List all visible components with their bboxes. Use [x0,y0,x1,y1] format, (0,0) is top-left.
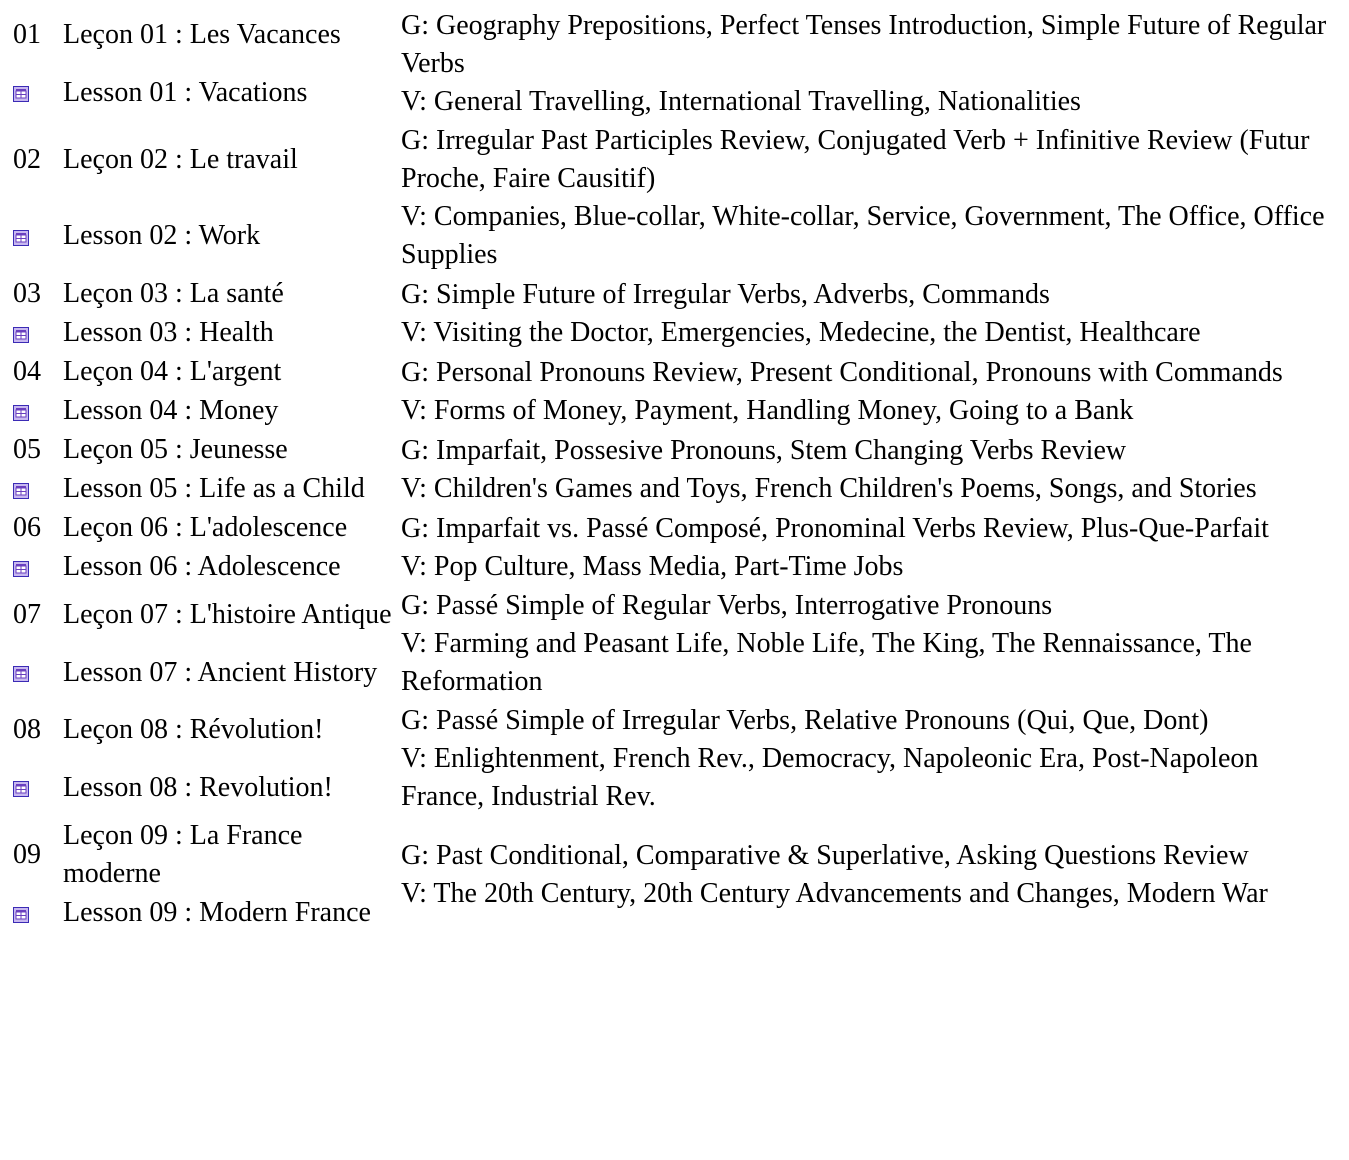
lesson-title-fr: Leçon 01 : Les Vacances [63,19,341,51]
grammar-topics: G: Passé Simple of Irregular Verbs, Relative Pronouns (Qui, Que, Dont) [401,705,1209,736]
lesson-description [401,587,1343,701]
expand-cell [13,548,61,586]
lesson-number: 09 [13,839,41,870]
lesson-number: 03 [13,278,41,309]
expand-cell [13,894,61,932]
lesson-title-fr: Leçon 04 : L'argent [63,356,282,387]
lesson-description [401,817,1343,932]
vocabulary-topics: V: Forms of Money, Payment, Handling Money, Going to a Bank [401,394,1134,426]
expand-table-icon[interactable] [13,483,29,499]
expand-cell [13,645,61,702]
vocabulary-topics: V: Pop Culture, Mass Media, Part-Time Jobs [401,550,904,582]
expand-cell [13,470,61,508]
grammar-topics: G: Imparfait vs. Passé Composé, Pronominal Verbs Review, Plus-Que-Parfait [401,512,1269,544]
vocabulary-topics: V: The 20th Century, 20th Century Advancements and Changes, Modern War [401,877,1268,909]
lesson-title-en: Lesson 07 : Ancient History [63,656,378,688]
lesson-title-en: Lesson 08 : Revolution! [63,771,333,803]
lesson-title-en: Lesson 03 : Health [63,317,274,348]
lesson-title-en: Lesson 05 : Life as a Child [63,473,365,504]
expand-cell [13,314,61,352]
expand-table-icon[interactable] [13,666,29,682]
lesson-title-en: Lesson 01 : Vacations [63,76,308,108]
grammar-topics: G: Imparfait, Possesive Pronouns, Stem Changing Verbs Review [401,434,1127,466]
vocabulary-topics: V: Enlightenment, French Rev., Democracy, Napoleonic Era, Post-Napoleon France, Industrial Rev. [401,743,1259,812]
vocabulary-topics: V: General Travelling, International Travelling, Nationalities [401,86,1081,117]
grammar-topics: G: Geography Prepositions, Perfect Tenses Introduction, Simple Future of Regular Verbs [401,10,1327,79]
expand-cell [13,392,61,430]
lesson-row-fr [13,7,1343,64]
lesson-title-fr: Leçon 09 : La France moderne [63,820,303,889]
lesson-row-fr [13,353,1343,391]
lesson-number: 07 [13,599,41,631]
lesson-title-en: Lesson 04 : Money [63,395,279,426]
lesson-title-fr: Leçon 08 : Révolution! [63,714,324,746]
lesson-description [401,275,1343,352]
lesson-description [401,431,1343,508]
lesson-title-fr: Leçon 03 : La santé [63,278,284,309]
lesson-description [401,7,1343,121]
lesson-number: 08 [13,714,41,746]
lesson-row-fr [13,702,1343,759]
lesson-title-fr: Leçon 07 : L'histoire Antique [63,599,392,631]
grammar-topics: G: Passé Simple of Regular Verbs, Interrogative Pronouns [401,590,1053,621]
lesson-number: 05 [13,434,41,465]
expand-cell [13,199,61,275]
expand-table-icon[interactable] [13,327,29,343]
vocabulary-topics: V: Farming and Peasant Life, Noble Life, The King, The Rennaissance, The Reformation [401,628,1252,697]
expand-table-icon[interactable] [13,907,29,923]
vocabulary-topics: V: Visiting the Doctor, Emergencies, Medecine, the Dentist, Healthcare [401,316,1201,348]
lesson-title-en: Lesson 09 : Modern France [63,897,371,928]
expand-table-icon[interactable] [13,230,29,246]
grammar-topics: G: Past Conditional, Comparative & Superlative, Asking Questions Review [401,839,1249,871]
vocabulary-topics: V: Companies, Blue-collar, White-collar, Service, Government, The Office, Office Supplies [401,201,1325,270]
lesson-row-fr [13,587,1343,644]
lesson-description [401,509,1343,586]
lesson-row-fr [13,122,1343,198]
grammar-topics: G: Personal Pronouns Review, Present Conditional, Pronouns with Commands [401,356,1283,388]
expand-cell [13,65,61,122]
lesson-number: 02 [13,143,41,175]
lesson-description [401,702,1343,816]
expand-table-icon[interactable] [13,561,29,577]
expand-cell [13,760,61,817]
lesson-table [11,6,1345,933]
grammar-topics: G: Simple Future of Irregular Verbs, Adverbs, Commands [401,278,1050,310]
lesson-row-fr [13,509,1343,547]
vocabulary-topics: V: Children's Games and Toys, French Children's Poems, Songs, and Stories [401,472,1257,504]
lesson-title-fr: Leçon 05 : Jeunesse [63,434,288,465]
lesson-number: 06 [13,512,41,543]
lesson-row-fr [13,275,1343,313]
lesson-description [401,122,1343,274]
lesson-table-body [13,7,1343,932]
lesson-title-en: Lesson 02 : Work [63,220,261,252]
lesson-row-fr [13,431,1343,469]
grammar-topics: G: Irregular Past Participles Review, Conjugated Verb + Infinitive Review (Futur Proche, Faire Causitif) [401,125,1310,194]
lesson-title-fr: Leçon 02 : Le travail [63,143,298,175]
lesson-title-fr: Leçon 06 : L'adolescence [63,512,348,543]
lesson-number: 04 [13,356,41,387]
lesson-number: 01 [13,19,41,51]
lesson-title-en: Lesson 06 : Adolescence [63,551,341,582]
expand-table-icon[interactable] [13,781,29,797]
lesson-description [401,353,1343,430]
expand-table-icon[interactable] [13,405,29,421]
expand-table-icon[interactable] [13,86,29,102]
lesson-row-fr [13,817,1343,893]
